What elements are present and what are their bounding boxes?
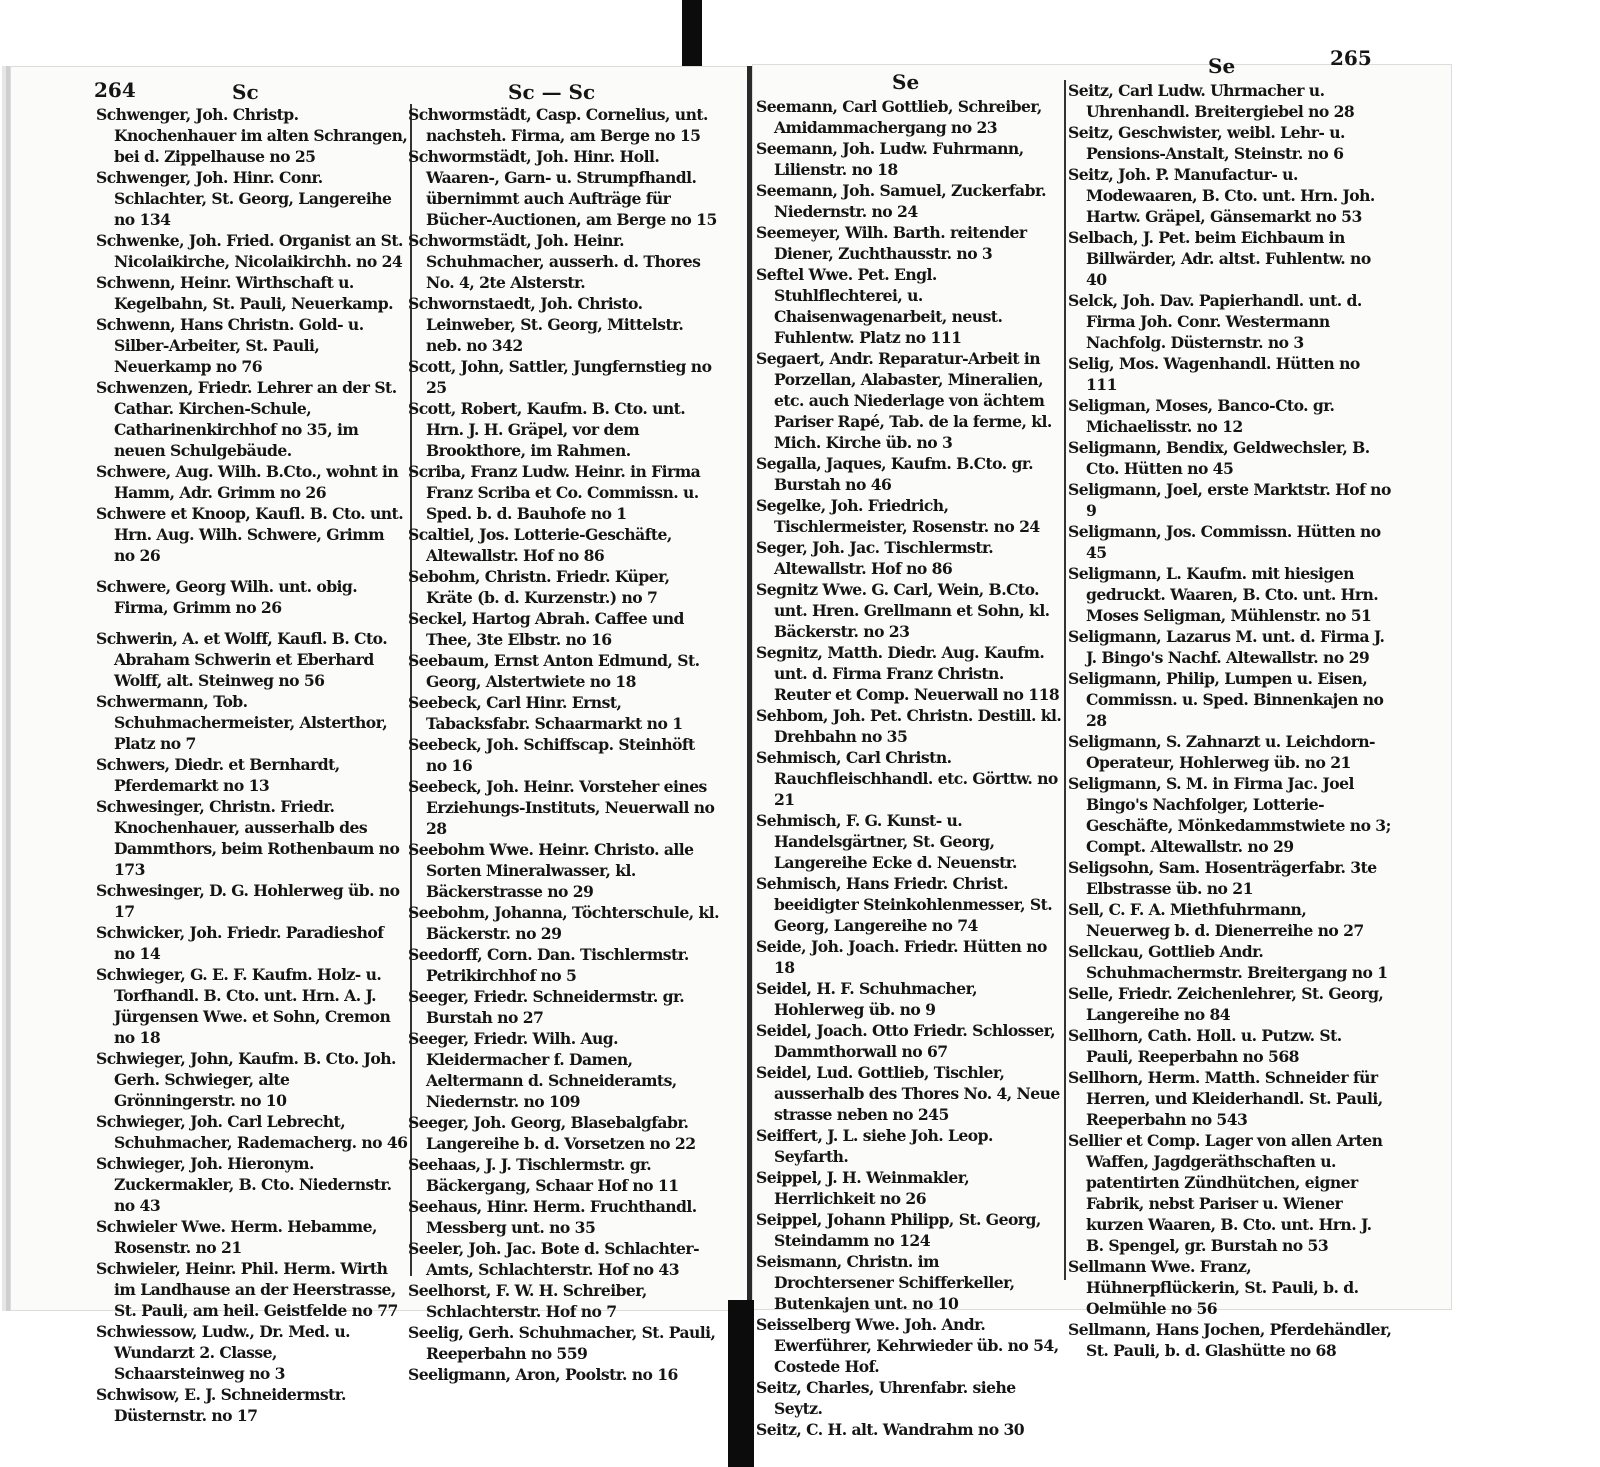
directory-entry: Seckel, Hartog Abrah. Caffee und Thee, 3te Elbstr. no 16 xyxy=(408,609,684,649)
directory-entry: Seemann, Joh. Samuel, Zuckerfabr. Niedernstr. no 24 xyxy=(756,181,1047,221)
directory-entry: Schwenger, Joh. Hinr. Conr. Schlachter, St. Georg, Langereihe no 134 xyxy=(96,168,392,229)
directory-entry: Schwieler, Heinr. Phil. Herm. Wirth im Landhause an der Heerstrasse, St. Pauli, am heil. Geistfelde no 77 xyxy=(96,1259,398,1320)
directory-entry: Seitz, Joh. P. Manufactur- u. Modewaaren, B. Cto. unt. Hrn. Joh. Hartw. Gräpel, Gänsemarkt no 53 xyxy=(1068,165,1375,226)
book-gutter-bottom xyxy=(728,1300,754,1467)
directory-entry: Seisselberg Wwe. Joh. Andr. Ewerführer, Kehrwieder üb. no 54, Costede Hof. xyxy=(756,1315,1059,1376)
directory-entry: Segalla, Jaques, Kaufm. B.Cto. gr. Burstah no 46 xyxy=(756,454,1033,494)
directory-entry: Seidel, Joach. Otto Friedr. Schlosser, Dammthorwall no 67 xyxy=(756,1021,1056,1061)
directory-entry: Schwesinger, Christn. Friedr. Knochenhauer, ausserhalb des Dammthors, beim Rothenbaum no 173 xyxy=(96,797,400,879)
directory-entry: Seippel, J. H. Weinmakler, Herrlichkeit no 26 xyxy=(756,1168,970,1208)
directory-entry: Seidel, H. F. Schuhmacher, Hohlerweg üb. no 9 xyxy=(756,979,977,1019)
directory-entry: Schwere, Aug. Wilh. B.Cto., wohnt in Hamm, Adr. Grimm no 26 xyxy=(96,462,399,502)
directory-entry: Seelig, Gerh. Schuhmacher, St. Pauli, Reeperbahn no 559 xyxy=(408,1323,716,1363)
directory-entry: Seligmann, Jos. Commissn. Hütten no 45 xyxy=(1068,522,1381,562)
directory-entry: Seemann, Joh. Ludw. Fuhrmann, Lilienstr. no 18 xyxy=(756,139,1024,179)
directory-entry: Schwornstaedt, Joh. Christo. Leinweber, St. Georg, Mittelstr. neb. no 342 xyxy=(408,294,684,355)
directory-entry: Schwisow, E. J. Schneidermstr. Düsternstr. no 17 xyxy=(96,1385,346,1425)
directory-entry: Seligmann, Joel, erste Marktstr. Hof no 9 xyxy=(1068,480,1391,520)
directory-entry: Seeger, Friedr. Schneidermstr. gr. Burstah no 27 xyxy=(408,987,685,1027)
directory-entry: Schwormstädt, Casp. Cornelius, unt. nachsteh. Firma, am Berge no 15 xyxy=(408,105,708,145)
directory-entry: Seebaum, Ernst Anton Edmund, St. Georg, Alstertwiete no 18 xyxy=(408,651,700,691)
directory-entry: Seemann, Carl Gottlieb, Schreiber, Amidammachergang no 23 xyxy=(756,97,1042,137)
directory-entry: Schwere, Georg Wilh. unt. obig. Firma, Grimm no 26 xyxy=(96,577,358,617)
directory-entry: Sehmisch, Hans Friedr. Christ. beeidigter Steinkohlenmesser, St. Georg, Langereihe no 74 xyxy=(756,874,1053,935)
directory-entry: Seehaus, Hinr. Herm. Fruchthandl. Messberg unt. no 35 xyxy=(408,1197,697,1237)
directory-entry: Seide, Joh. Joach. Friedr. Hütten no 18 xyxy=(756,937,1047,977)
directory-entry: Schwenn, Heinr. Wirthschaft u. Kegelbahn, St. Pauli, Neuerkamp. xyxy=(96,273,393,313)
directory-entry: Sell, C. F. A. Miethfuhrmann, Neuerweg b. d. Dienerreihe no 27 xyxy=(1068,900,1364,940)
directory-entry: Seger, Joh. Jac. Tischlermstr. Altewallstr. Hof no 86 xyxy=(756,538,994,578)
directory-entry: Selig, Mos. Wagenhandl. Hütten no 111 xyxy=(1068,354,1360,394)
directory-entry: Seippel, Johann Philipp, St. Georg, Steindamm no 124 xyxy=(756,1210,1041,1250)
directory-entry: Segaert, Andr. Reparatur-Arbeit in Porzellan, Alabaster, Mineralien, etc. auch Niederlage von ächtem Pariser Rapé, Tab. de la ferme, kl. Mich. Kirche üb. no 3 xyxy=(756,349,1052,452)
directory-entry: Schwormstädt, Joh. Heinr. Schuhmacher, ausserh. d. Thores No. 4, 2te Alsterstr. xyxy=(408,231,701,292)
directory-entry: Seebeck, Joh. Schiffscap. Steinhöft no 16 xyxy=(408,735,695,775)
directory-entry: Sellhorn, Herm. Matth. Schneider für Herren, und Kleiderhandl. St. Pauli, Reeperbahn no 543 xyxy=(1068,1068,1383,1129)
directory-entry: Schwieger, Joh. Hieronym. Zuckermakler, B. Cto. Niedernstr. no 43 xyxy=(96,1154,392,1215)
directory-entry: Schwere et Knoop, Kaufl. B. Cto. unt. Hrn. Aug. Wilh. Schwere, Grimm no 26 xyxy=(96,504,404,565)
directory-entry: Seemeyer, Wilh. Barth. reitender Diener, Zuchthausstr. no 3 xyxy=(756,223,1027,263)
directory-entry: Schwerin, A. et Wolff, Kaufl. B. Cto. Abraham Schwerin et Eberhard Wolff, alt. Steinweg no 56 xyxy=(96,629,388,690)
directory-entry: Schwermann, Tob. Schuhmachermeister, Alsterthor, Platz no 7 xyxy=(96,692,388,753)
directory-entry: Seligmann, Philip, Lumpen u. Eisen, Commissn. u. Sped. Binnenkajen no 28 xyxy=(1068,669,1384,730)
directory-entry: Scott, Robert, Kaufm. B. Cto. unt. Hrn. J. H. Gräpel, vor dem Brookthore, im Rahmen. xyxy=(408,399,686,460)
directory-entry: Scriba, Franz Ludw. Heinr. in Firma Franz Scriba et Co. Commissn. u. Sped. b. d. Bauhofe no 1 xyxy=(408,462,701,523)
directory-entry: Schwieger, Joh. Carl Lebrecht, Schuhmacher, Rademacherg. no 46 xyxy=(96,1112,408,1152)
directory-entry: Seeligmann, Aron, Poolstr. no 16 xyxy=(408,1365,678,1384)
directory-entry: Seebeck, Carl Hinr. Ernst, Tabacksfabr. Schaarmarkt no 1 xyxy=(408,693,683,733)
left-column-1 xyxy=(96,104,408,1426)
directory-entry: Schwesinger, D. G. Hohlerweg üb. no 17 xyxy=(96,881,400,921)
directory-entry: Seeler, Joh. Jac. Bote d. Schlachter-Amts, Schlachterstr. Hof no 43 xyxy=(408,1239,700,1279)
directory-entry: Sehbom, Joh. Pet. Christn. Destill. kl. Drehbahn no 35 xyxy=(756,706,1062,746)
directory-entry: Seligmann, S. Zahnarzt u. Leichdorn-Operateur, Hohlerweg üb. no 21 xyxy=(1068,732,1375,772)
directory-entry: Schwieler Wwe. Herm. Hebamme, Rosenstr. no 21 xyxy=(96,1217,377,1257)
directory-entry: Seebohm Wwe. Heinr. Christo. alle Sorten Mineralwasser, kl. Bäckerstrasse no 29 xyxy=(408,840,694,901)
directory-entry: Seeger, Joh. Georg, Blasebalgfabr. Langereihe b. d. Vorsetzen no 22 xyxy=(408,1113,696,1153)
directory-entry: Seftel Wwe. Pet. Engl. Stuhlflechterei, u. Chaisenwagenarbeit, neust. Fuhlentw. Platz no 111 xyxy=(756,265,1003,347)
book-gutter-top xyxy=(682,0,702,68)
directory-entry: Seitz, C. H. alt. Wandrahm no 30 xyxy=(756,1420,1025,1439)
directory-entry: Seitz, Carl Ludw. Uhrmacher u. Uhrenhandl. Breitergiebel no 28 xyxy=(1068,81,1355,121)
directory-entry: Seeger, Friedr. Wilh. Aug. Kleidermacher f. Damen, Aeltermann d. Schneideramts, Niedernstr. no 109 xyxy=(408,1029,677,1111)
directory-entry: Sehmisch, Carl Christn. Rauchfleischhandl. etc. Görttw. no 21 xyxy=(756,748,1058,809)
right-page-header-right: Se xyxy=(1208,54,1236,78)
left-page-number: 264 xyxy=(94,78,136,102)
directory-entry: Seedorff, Corn. Dan. Tischlermstr. Petrikirchhof no 5 xyxy=(408,945,689,985)
directory-entry: Seiffert, J. L. siehe Joh. Leop. Seyfarth. xyxy=(756,1126,993,1166)
directory-entry: Scaltiel, Jos. Lotterie-Geschäfte, Altewallstr. Hof no 86 xyxy=(408,525,672,565)
directory-entry: Scott, John, Sattler, Jungfernstieg no 25 xyxy=(408,357,712,397)
directory-entry: Segnitz Wwe. G. Carl, Wein, B.Cto. unt. Hren. Grellmann et Sohn, kl. Bäckerstr. no 23 xyxy=(756,580,1050,641)
directory-entry: Seitz, Geschwister, weibl. Lehr- u. Pensions-Anstalt, Steinstr. no 6 xyxy=(1068,123,1345,163)
directory-entry: Schwenke, Joh. Fried. Organist an St. Nicolaikirche, Nicolaikirchh. no 24 xyxy=(96,231,403,271)
directory-entry: Seligmann, S. M. in Firma Jac. Joel Bingo's Nachfolger, Lotterie-Geschäfte, Mönkedammstwiete no 3; Compt. Altewallstr. no 29 xyxy=(1068,774,1391,856)
directory-entry: Schwiessow, Ludw., Dr. Med. u. Wundarzt 2. Classe, Schaarsteinweg no 3 xyxy=(96,1322,351,1383)
right-page-number: 265 xyxy=(1330,46,1372,70)
directory-entry: Seligmann, L. Kaufm. mit hiesigen gedruckt. Waaren, B. Cto. unt. Hrn. Moses Seligman, Mühlenstr. no 51 xyxy=(1068,564,1379,625)
directory-entry: Seidel, Lud. Gottlieb, Tischler, ausserhalb des Thores No. 4, Neue strasse neben no 245 xyxy=(756,1063,1060,1124)
directory-entry: Seebohm, Johanna, Töchterschule, kl. Bäckerstr. no 29 xyxy=(408,903,719,943)
directory-entry: Schwicker, Joh. Friedr. Paradieshof no 14 xyxy=(96,923,384,963)
directory-entry: Sellmann, Hans Jochen, Pferdehändler, St. Pauli, b. d. Glashütte no 68 xyxy=(1068,1320,1392,1360)
directory-entry: Seligmann, Lazarus M. unt. d. Firma J. J. Bingo's Nachf. Altewallstr. no 29 xyxy=(1068,627,1385,667)
directory-entry: Sellhorn, Cath. Holl. u. Putzw. St. Pauli, Reeperbahn no 568 xyxy=(1068,1026,1342,1066)
right-column-2 xyxy=(1068,80,1392,1361)
directory-entry: Seitz, Charles, Uhrenfabr. siehe Seytz. xyxy=(756,1378,1016,1418)
directory-entry: Schwenger, Joh. Christp. Knochenhauer im alten Schrangen, bei d. Zippelhause no 25 xyxy=(96,105,408,166)
left-page-header-left: Sc xyxy=(232,80,259,104)
directory-entry: Schwers, Diedr. et Bernhardt, Pferdemarkt no 13 xyxy=(96,755,340,795)
directory-entry: Sellier et Comp. Lager von allen Arten Waffen, Jagdgeräthschaften u. patentirten Zündhütchen, eigner Fabrik, nebst Pariser u. Wiener kurzen Waaren, B. Cto. unt. Hrn. J. B. Spengel, gr. Burstah no 53 xyxy=(1068,1131,1383,1255)
right-column-rule xyxy=(1064,80,1066,1280)
directory-entry: Seligmann, Bendix, Geldwechsler, B. Cto. Hütten no 45 xyxy=(1068,438,1370,478)
directory-entry: Seligman, Moses, Banco-Cto. gr. Michaelisstr. no 12 xyxy=(1068,396,1335,436)
directory-entry: Seebeck, Joh. Heinr. Vorsteher eines Erziehungs-Instituts, Neuerwall no 28 xyxy=(408,777,715,838)
directory-entry: Seismann, Christn. im Drochtersener Schifferkeller, Butenkajen unt. no 10 xyxy=(756,1252,1015,1313)
right-column-1 xyxy=(756,96,1062,1440)
directory-entry: Schwenn, Hans Christn. Gold- u. Silber-Arbeiter, St. Pauli, Neuerkamp no 76 xyxy=(96,315,364,376)
directory-entry: Segnitz, Matth. Diedr. Aug. Kaufm. unt. d. Firma Franz Christn. Reuter et Comp. Neuerwall no 118 xyxy=(756,643,1060,704)
directory-entry: Sellmann Wwe. Franz, Hühnerpflückerin, St. Pauli, b. d. Oelmühle no 56 xyxy=(1068,1257,1359,1318)
directory-entry: Schwieger, John, Kaufm. B. Cto. Joh. Gerh. Schwieger, alte Grönningerstr. no 10 xyxy=(96,1049,396,1110)
directory-entry: Selck, Joh. Dav. Papierhandl. unt. d. Firma Joh. Conr. Westermann Nachfolg. Düsternstr. no 3 xyxy=(1068,291,1362,352)
directory-entry: Schwenzen, Friedr. Lehrer an der St. Cathar. Kirchen-Schule, Catharinenkirchhof no 35, im neuen Schulgebäude. xyxy=(96,378,397,460)
left-column-2 xyxy=(408,104,720,1385)
directory-entry: Seelhorst, F. W. H. Schreiber, Schlachterstr. Hof no 7 xyxy=(408,1281,647,1321)
directory-entry: Sehmisch, F. G. Kunst- u. Handelsgärtner, St. Georg, Langereihe Ecke d. Neuenstr. xyxy=(756,811,1017,872)
directory-entry: Schwormstädt, Joh. Hinr. Holl. Waaren-, Garn- u. Strumpfhandl. übernimmt auch Aufträge für Bücher-Auctionen, am Berge no 15 xyxy=(408,147,717,229)
left-page-header-right: Sc — Sc xyxy=(508,80,596,104)
directory-entry: Sellckau, Gottlieb Andr. Schuhmachermstr. Breitergang no 1 xyxy=(1068,942,1388,982)
directory-entry: Selbach, J. Pet. beim Eichbaum in Billwärder, Adr. altst. Fuhlentw. no 40 xyxy=(1068,228,1371,289)
right-page-header-left: Se xyxy=(892,70,920,94)
directory-entry: Schwieger, G. E. F. Kaufm. Holz- u. Torfhandl. B. Cto. unt. Hrn. A. J. Jürgensen Wwe. et Sohn, Cremon no 18 xyxy=(96,965,391,1047)
directory-entry: Sebohm, Christn. Friedr. Küper, Kräte (b. d. Kurzenstr.) no 7 xyxy=(408,567,670,607)
directory-entry: Segelke, Joh. Friedrich, Tischlermeister, Rosenstr. no 24 xyxy=(756,496,1040,536)
directory-entry: Seligsohn, Sam. Hosenträgerfabr. 3te Elbstrasse üb. no 21 xyxy=(1068,858,1377,898)
directory-entry: Selle, Friedr. Zeichenlehrer, St. Georg, Langereihe no 84 xyxy=(1068,984,1384,1024)
directory-entry: Seehaas, J. J. Tischlermstr. gr. Bäckergang, Schaar Hof no 11 xyxy=(408,1155,679,1195)
